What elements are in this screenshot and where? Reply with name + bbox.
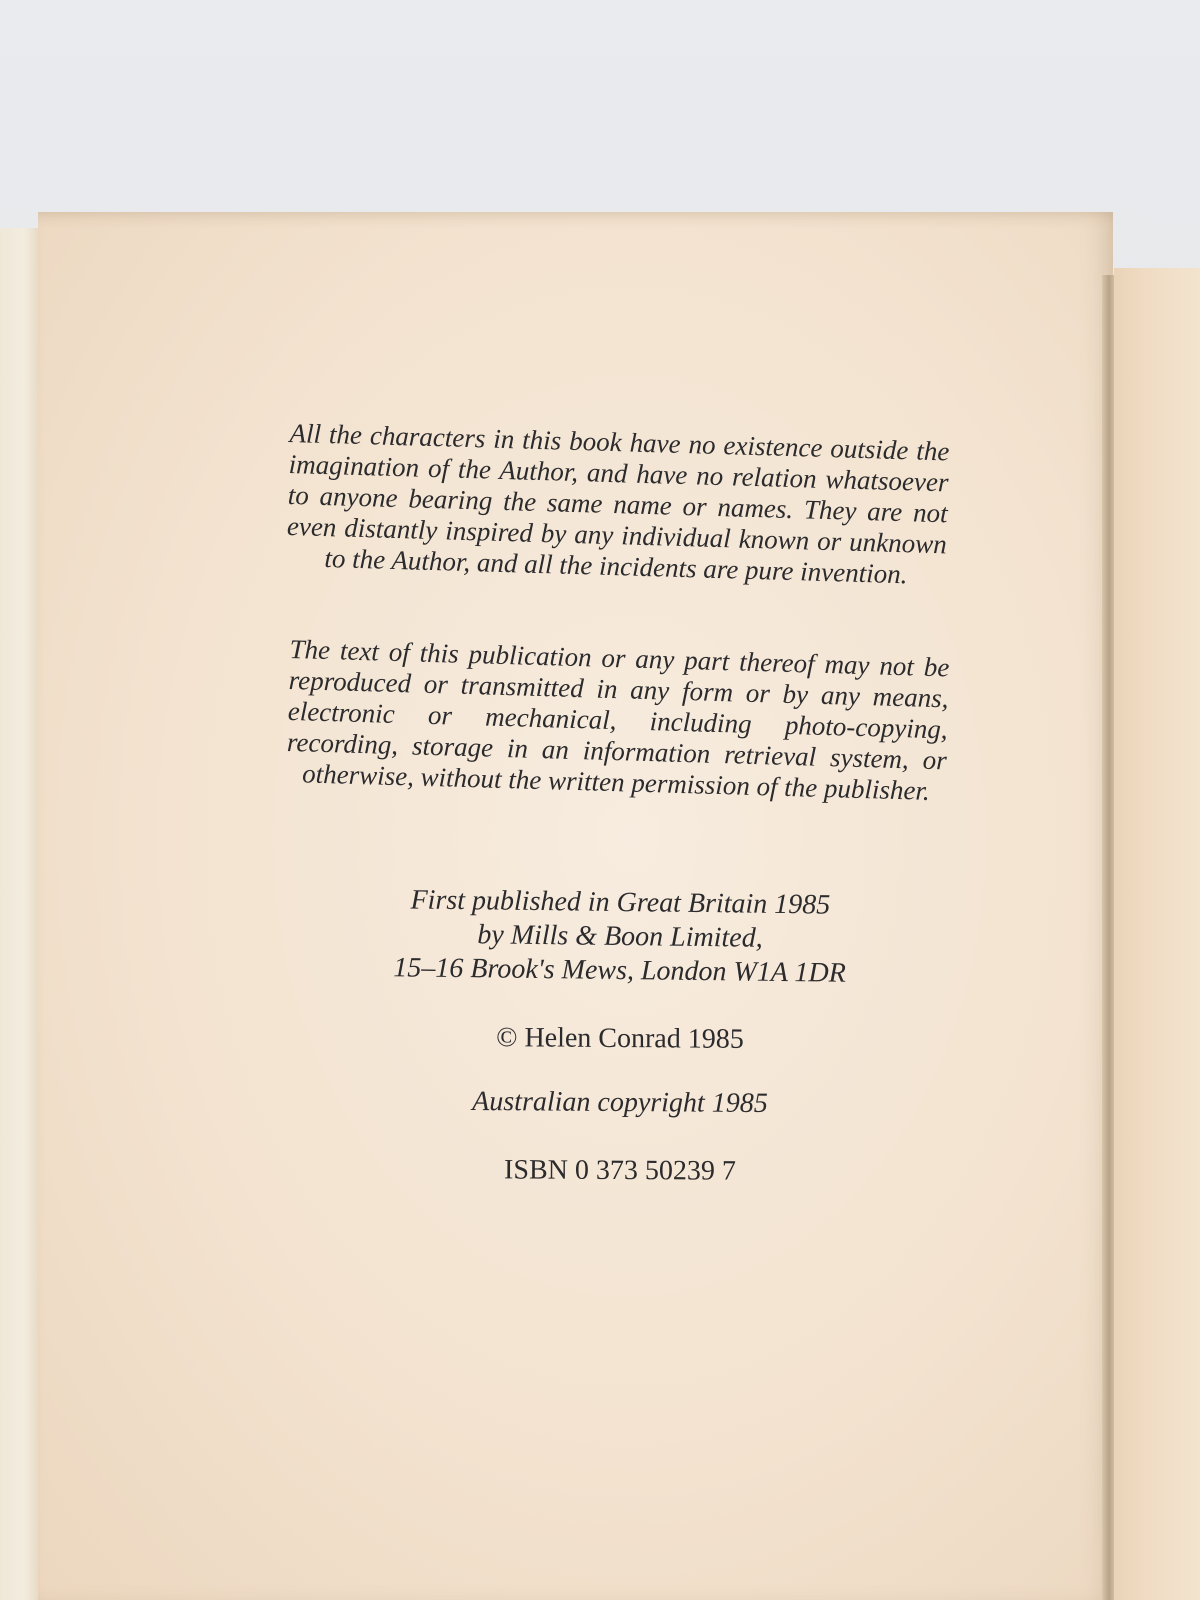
address-line: 15–16 Brook's Mews, London W1A 1DR <box>393 952 846 989</box>
rights-text: The text of this publication or any part thereof may not be reproduced or transmitted in any form or by any means, electronic or mechanical, including photo-copying, recording, storage in an information retrieval system, or otherwise, without the written permission of the publisher. <box>286 634 950 806</box>
book-cover-edge <box>0 228 40 1600</box>
australian-copyright-text: Australian copyright 1985 <box>472 1085 768 1120</box>
publication-info <box>329 882 910 991</box>
disclaimer-text: All the characters in this book have no existence outside the imagination of the Author, and have no relation whatsoever to anyone bearing the same name or names. They are not even distantly inspired by any individual known or unknown to the Author, and all the incidents are pure invention. <box>286 418 950 590</box>
publisher-line: by Mills & Boon Limited, <box>477 919 763 954</box>
isbn-line <box>330 1152 910 1189</box>
disclaimer-paragraph <box>286 418 950 591</box>
facing-page <box>1114 268 1200 1600</box>
rights-paragraph <box>286 634 950 807</box>
copyright-text: © Helen Conrad 1985 <box>496 1022 744 1055</box>
copyright-line <box>330 1020 910 1058</box>
isbn-text: ISBN 0 373 50239 7 <box>504 1154 736 1187</box>
published-line: First published in Great Britain 1985 <box>410 884 831 921</box>
australian-copyright-line <box>330 1084 910 1122</box>
